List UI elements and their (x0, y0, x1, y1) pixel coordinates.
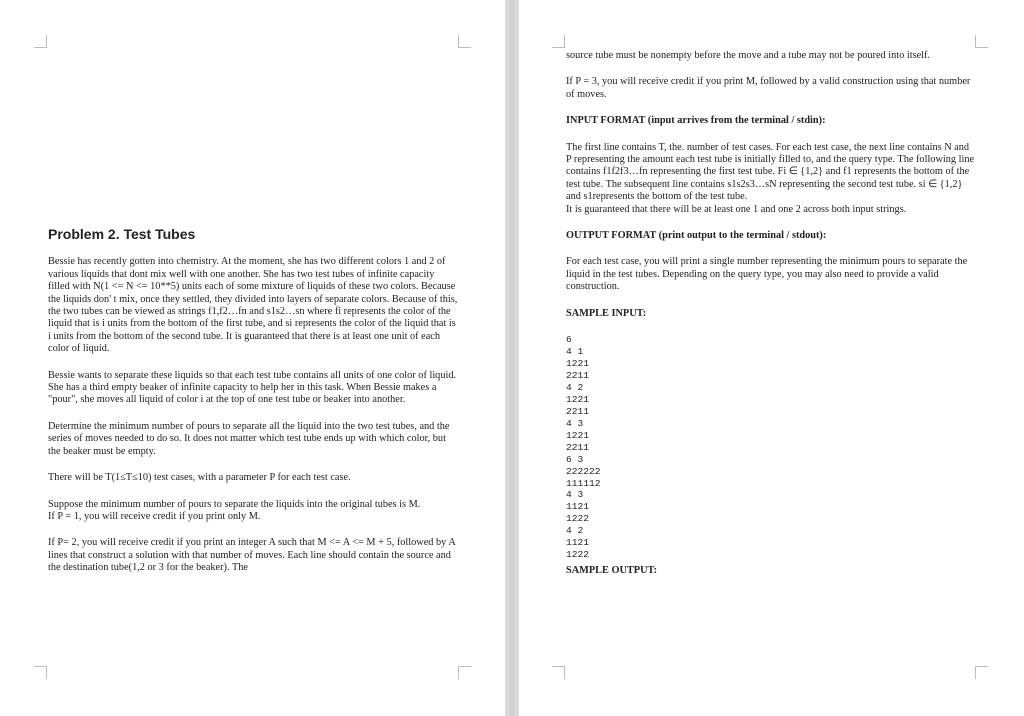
sample-input-heading: SAMPLE INPUT: (566, 307, 647, 319)
crop-mark (975, 35, 988, 48)
paragraph-min-pours: Suppose the minimum number of pours to separate the liquids into the original tubes is M. (48, 498, 421, 510)
paragraph-p1: If P = 1, you will receive credit if you print only M. (48, 510, 261, 522)
problem-title: Problem 2. Test Tubes (48, 226, 196, 242)
left-page-text (48, 228, 458, 589)
input-format-heading: INPUT FORMAT (input arrives from the terminal / stdin): (566, 115, 826, 127)
crop-mark (458, 666, 471, 679)
right-page-text (566, 50, 976, 592)
sample-input-block: 6 4 1 1221 2211 4 2 1221 2211 4 3 1221 2211 6 3 222222 111112 4 3 1121 1222 4 2 1121 1222 (566, 334, 601, 561)
output-format-heading: OUTPUT FORMAT (print output to the terminal / stdout): (566, 230, 827, 242)
paragraph-goal: Determine the minimum number of pours to separate all the liquid into the two test tubes, and the series of moves needed to do so. It does not matter which test tube ends up with which color, but the beaker must be empty. (48, 420, 450, 457)
crop-mark (458, 35, 471, 48)
paragraph-p2: If P= 2, you will receive credit if you print an integer A such that M <= A <= M + 5, followed by A lines that construct a solution with that number of moves. Each line should contain the source and the destination tube(1,2 or 3 for the beaker). The (48, 537, 456, 574)
output-format-text: For each test case, you will print a single number representing the minimum pours to separate the liquid in the test tubes. Depending on the query type, you may also need to provide a valid construction. (566, 256, 968, 293)
crop-mark (552, 666, 565, 679)
page-separator (510, 0, 514, 716)
crop-mark (34, 35, 47, 48)
paragraph-p3: If P = 3, you will receive credit if you print M, followed by a valid construction using that number of moves. (566, 76, 971, 100)
sample-output-heading: SAMPLE OUTPUT: (566, 565, 658, 577)
crop-mark (975, 666, 988, 679)
input-format-text: The first line contains T, the. number of test cases. For each test case, the next line contains N and P representing the amount each test tube is initially filled to, and the query type. The following line contains f1f2f3…fn representing the first test tube. Fi ∈ {1,2} and f1 represents the bottom of the test tube. The subsequent line contains s1s2s3…sN representing the second test tube. si ∈ {1,2} and s1represents the bottom of the test tube. (566, 141, 975, 203)
paragraph-task: Bessie wants to separate these liquids so that each test tube contains all units of one color of liquid. She has a third empty beaker of infinite capacity to help her in this task. When Bessie makes a "pour", she moves all liquid of color i at the top of one test tube or beaker into another. (48, 369, 457, 406)
paragraph-intro: Bessie has recently gotten into chemistry. At the moment, she has two different colors 1 and 2 of various liquids that dont mix well with one another. She has two test tubes of infinite capacity filled with N(1 <= N <= 10**5) units each of some mixture of liquids of these two colors. Because the liquids don' t mix, once they settled, they divided into layers of separate colors. Because of this, the two tubes can be viewed as strings f1,f2…fn and s1s2…sn where fi represents the color of the liquid that is i units from the bottom of the first tube, and si represents the color of the liquid that is i units from the bottom of the second tube. It is guaranteed that there is at least one unit of each color of liquid. (48, 256, 458, 355)
paragraph-test-cases: There will be T(1≤T≤10) test cases, with a parameter P for each test case. (48, 472, 351, 484)
crop-mark (552, 35, 565, 48)
input-guarantee-text: It is guaranteed that there will be at least one 1 and one 2 across both input strings. (566, 203, 907, 215)
crop-mark (34, 666, 47, 679)
paragraph-source-tube: source tube must be nonempty before the move and a tube may not be poured into itself. (566, 50, 931, 61)
